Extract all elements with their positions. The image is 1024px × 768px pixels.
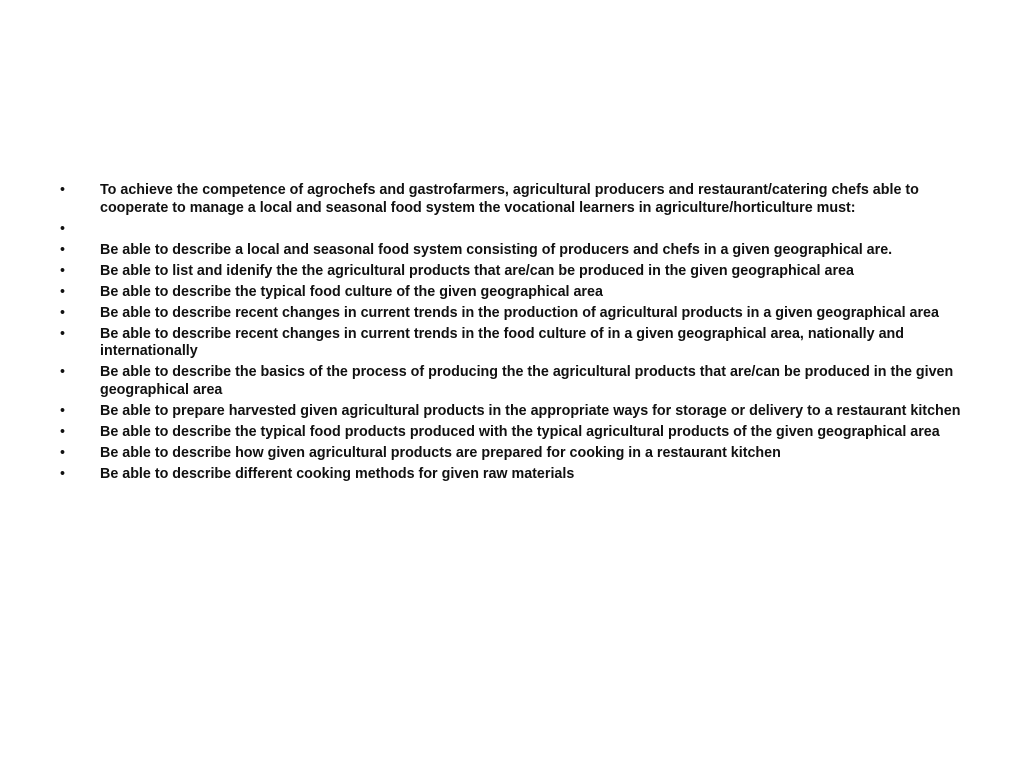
bullet-text: Be able to describe the typical food products produced with the typical agricultural products of the given geographical area xyxy=(100,423,940,440)
bullet-dot-icon: • xyxy=(60,465,66,482)
bullet-dot-icon: • xyxy=(60,325,66,342)
bullet-text: Be able to list and idenify the the agricultural products that are/can be produced in the given geographical area xyxy=(100,262,854,279)
bullet-text xyxy=(100,221,970,239)
bullet-text: Be able to describe different cooking methods for given raw materials xyxy=(100,465,575,482)
bullet-dot-icon: • xyxy=(60,262,66,279)
bullet-dot-icon: • xyxy=(60,182,66,198)
bullet-text: Be able to describe the basics of the process of producing the the agricultural products that are/can be produced in the given geographical area xyxy=(100,364,954,398)
bullet-item xyxy=(58,326,970,361)
bullet-text: Be able to describe recent changes in current trends in the food culture of in a given geographical area, nationally and internationally xyxy=(100,325,904,359)
bullet-dot-icon: • xyxy=(60,220,66,237)
bullet-dot-icon: • xyxy=(60,283,66,300)
bullet-dot-icon: • xyxy=(60,402,66,419)
bullet-item xyxy=(58,445,970,463)
bullet-text: To achieve the competence of agrochefs and gastrofarmers, agricultural producers and restaurant/catering chefs able to cooperate to manage a local and seasonal food system the vocational learners in agriculture/horticulture must: xyxy=(100,182,919,216)
bullet-item xyxy=(58,466,970,484)
bullet-item xyxy=(58,221,970,239)
bullet-text: Be able to describe how given agricultural products are prepared for cooking in a restaurant kitchen xyxy=(100,444,781,461)
bullet-item xyxy=(58,182,970,217)
bullet-item xyxy=(58,263,970,281)
bullet-text: Be able to describe the typical food culture of the given geographical area xyxy=(100,283,603,300)
bullet-item xyxy=(58,403,970,421)
bullet-dot-icon: • xyxy=(60,241,66,258)
bullet-dot-icon: • xyxy=(60,304,66,321)
bullet-text: Be able to describe recent changes in current trends in the production of agricultural products in a given geographical area xyxy=(100,304,939,321)
bullet-item xyxy=(58,364,970,399)
bullet-text: Be able to prepare harvested given agricultural products in the appropriate ways for storage or delivery to a restaurant kitchen xyxy=(100,402,961,419)
bullet-item xyxy=(58,424,970,442)
bullet-item xyxy=(58,242,970,260)
bullet-dot-icon: • xyxy=(60,444,66,461)
bullet-item xyxy=(58,305,970,323)
bullet-dot-icon: • xyxy=(60,423,66,440)
bullet-list xyxy=(58,182,970,487)
bullet-item xyxy=(58,284,970,302)
bullet-text: Be able to describe a local and seasonal food system consisting of producers and chefs in a given geographical are. xyxy=(100,241,893,258)
bullet-dot-icon: • xyxy=(60,364,66,380)
